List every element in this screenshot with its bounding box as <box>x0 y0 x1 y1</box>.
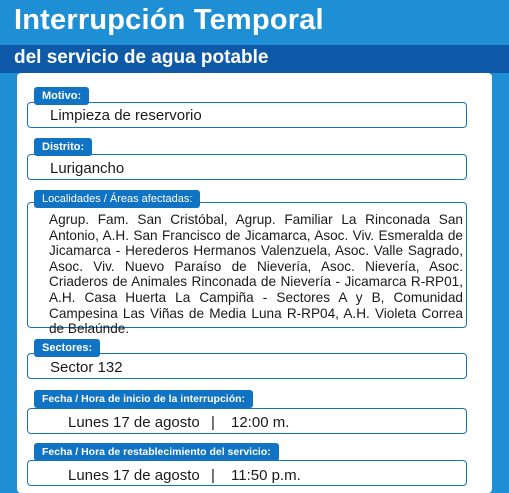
inicio-label: Fecha / Hora de inicio de la interrupción: <box>34 390 253 408</box>
restablecimiento-field <box>27 460 467 486</box>
page-title: Interrupción Temporal <box>14 4 324 36</box>
restablecimiento-date: Lunes 17 de agosto <box>68 467 200 484</box>
distrito-field <box>27 154 467 180</box>
distrito-value: Lurigancho <box>50 160 125 177</box>
motivo-label: Motivo: <box>34 87 89 105</box>
motivo-field <box>27 102 467 128</box>
inicio-separator: | <box>211 414 215 431</box>
page-subtitle: del servicio de agua potable <box>14 47 269 68</box>
sectores-value: Sector 132 <box>50 359 123 376</box>
inicio-date: Lunes 17 de agosto <box>68 414 200 431</box>
distrito-label: Distrito: <box>34 138 92 156</box>
inicio-time: 12:00 m. <box>231 414 290 431</box>
restablecimiento-separator: | <box>211 467 215 484</box>
sectores-label: Sectores: <box>34 339 100 357</box>
restablecimiento-label: Fecha / Hora de restablecimiento del servicio: <box>34 443 279 461</box>
restablecimiento-time: 11:50 p.m. <box>231 467 301 484</box>
inicio-field <box>27 408 467 434</box>
localidades-value: Agrup. Fam. San Cristóbal, Agrup. Familiar La Rinconada San Antonio, A.H. San Francisco de Jicamarca, Asoc. Viv. Esmeralda de Jicamarca - Herederos Hermanos Valenzuela, Asoc. Valle Sagrado, Asoc. Viv. Nuevo Paraíso de Nievería, Asoc. Nievería, Asoc. Criaderos de Animales Rinconada de Nievería - Jicamarca R-RP01, A.H. Casa Huerta La Campiña - Sectores A y B, Comunidad Campesina Las Viñas de Media Luna R-RP04, A.H. Violeta Correa de Belaúnde. <box>49 212 463 337</box>
localidades-label: Localidades / Áreas afectadas: <box>34 190 200 208</box>
motivo-value: Limpieza de reservorio <box>50 107 202 124</box>
